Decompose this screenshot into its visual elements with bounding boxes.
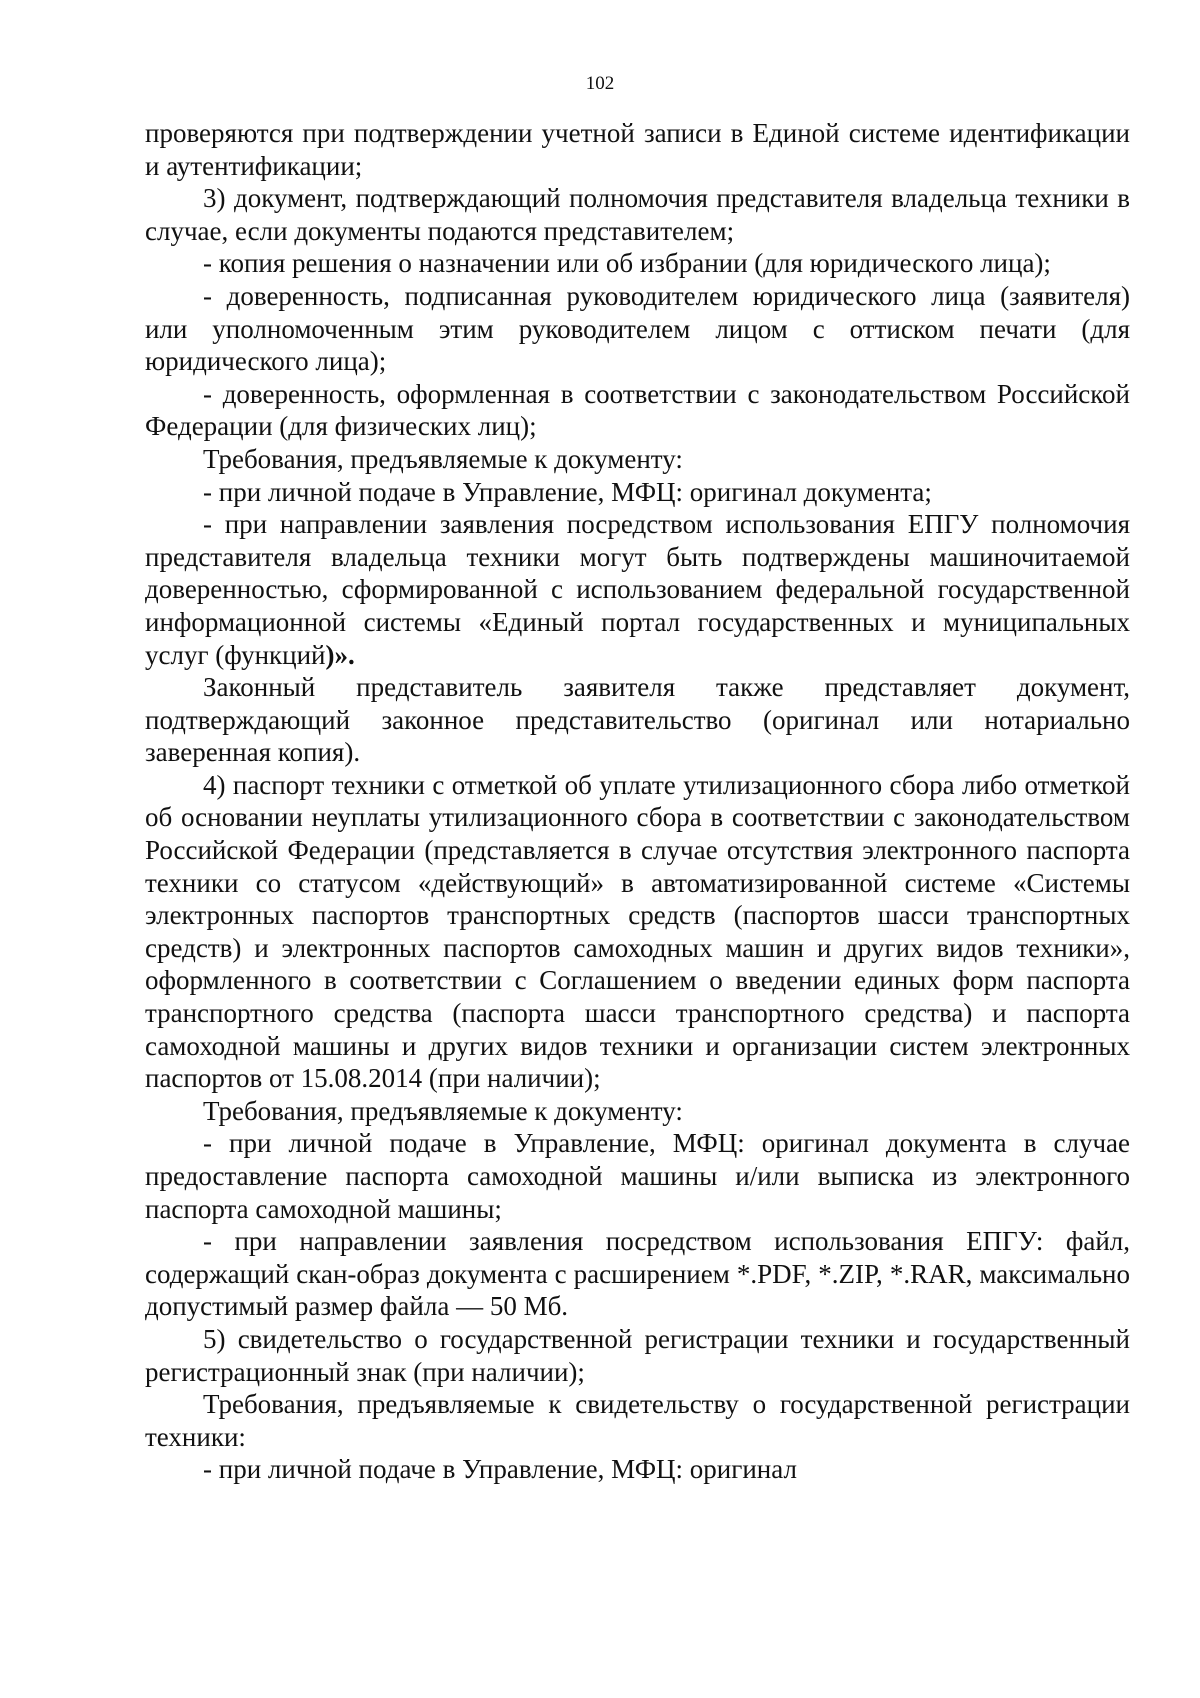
paragraph-2: 3) документ, подтверждающий полномочия представителя владельца техники в случае, если документы подаются представителем; — [145, 183, 1130, 246]
paragraph-1: проверяются при подтверждении учетной записи в Единой системе идентификации и аутентификации; — [145, 118, 1130, 181]
paragraph-7: - при личной подаче в Управление, МФЦ: оригинал документа; — [203, 476, 932, 507]
paragraph-16: - при личной подаче в Управление, МФЦ: оригинал — [203, 1454, 797, 1485]
paragraph-12: - при личной подаче в Управление, МФЦ: оригинал документа в случае предоставление паспорта самоходной машины и/или выписка из электронного паспорта самоходной машины; — [145, 1128, 1130, 1224]
paragraph-4: - доверенность, подписанная руководителем юридического лица (заявителя) или уполномоченным этим руководителем лицом с оттиском печати (для юридического лица); — [145, 280, 1130, 377]
paragraph-15: Требования, предъявляемые к свидетельству о государственной регистрации техники: — [145, 1389, 1130, 1452]
paragraph-14: 5) свидетельство о государственной регистрации техники и государственный регистрационный знак (при наличии); — [145, 1323, 1130, 1387]
page-number: 102 — [585, 73, 615, 94]
paragraph-8-bold-ending: )». — [325, 639, 355, 670]
paragraph-8 — [145, 508, 1130, 671]
paragraph-10: 4) паспорт техники с отметкой об уплате утилизационного сбора либо отметкой об основании неуплаты утилизационного сбора в соответствии с законодательством Российской Федерации (представляется в случае отсутствия электронного паспорта техники со статусом «действующий» в автоматизированной системе «Системы электронных паспортов транспортных средств (паспортов шасси транспортных средств) и электронных паспортов самоходных машин и других видов техники», оформленного в соответствии с Соглашением о введении единых форм паспорта транспортного средства (паспорта шасси транспортного средства) и паспорта самоходной машины и других видов техники и организации систем электронных паспортов от 15.08.2014 (при наличии); — [145, 769, 1130, 1094]
paragraph-11: Требования, предъявляемые к документу: — [203, 1095, 683, 1126]
document-body — [145, 117, 1130, 1486]
paragraph-8-text: - при направлении заявления посредством использования ЕПГУ полномочия представителя владельца техники могут быть подтверждены машиночитаемой доверенностью, сформированной с использованием федеральной государственной информационной системы «Единый портал государственных и муниципальных услуг (функций — [145, 509, 1130, 670]
paragraph-3: - копия решения о назначении или об избрании (для юридического лица); — [203, 248, 1051, 279]
paragraph-5: - доверенность, оформленная в соответствии с законодательством Российской Федерации (для физических лиц); — [145, 378, 1130, 442]
paragraph-9: Законный представитель заявителя также представляет документ, подтверждающий законное представительство (оригинал или нотариально заверенная копия). — [145, 672, 1130, 768]
paragraph-13: - при направлении заявления посредством использования ЕПГУ: файл, содержащий скан-образ документа с расширением *.PDF, *.ZIP, *.RAR, максимально допустимый размер файла — 50 Мб. — [145, 1226, 1130, 1322]
paragraph-6: Требования, предъявляемые к документу: — [203, 443, 683, 474]
